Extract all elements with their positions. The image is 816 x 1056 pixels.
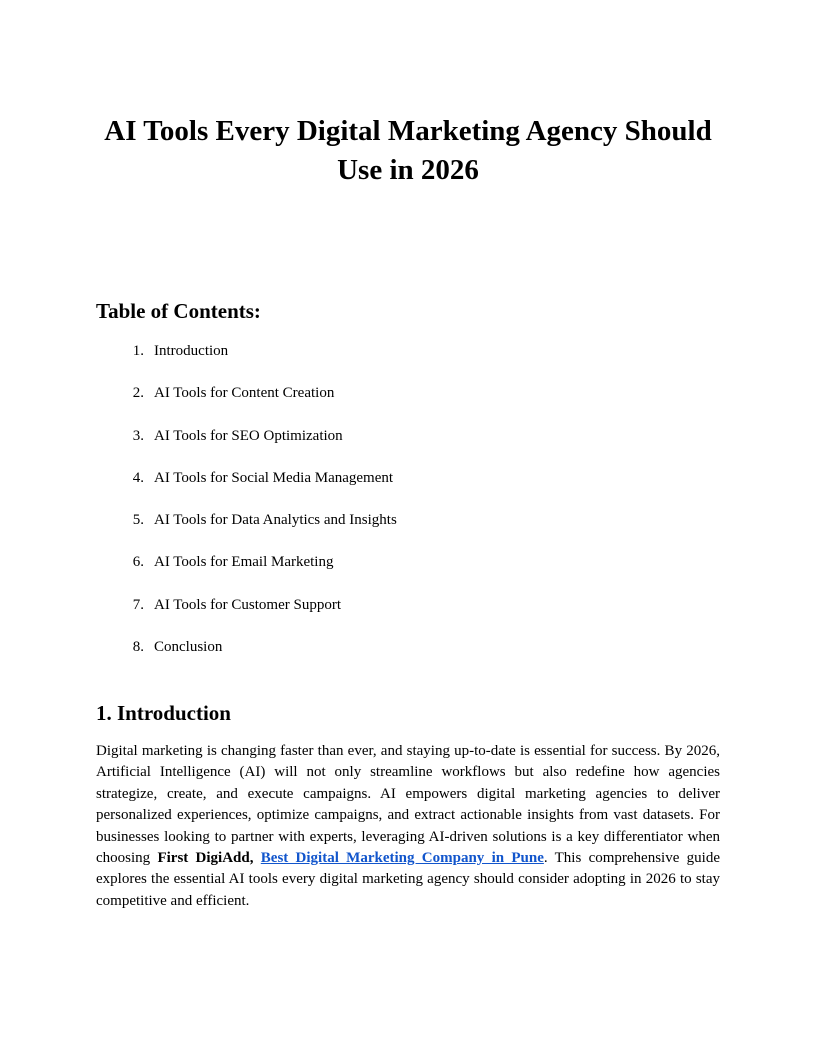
toc-item-content-creation	[96, 382, 397, 424]
toc-item-number: 3.	[132, 427, 144, 444]
toc-item-number: 8.	[132, 639, 144, 656]
toc-item-label: AI Tools for Customer Support	[154, 596, 342, 613]
toc-item-number: 1.	[132, 343, 144, 359]
toc-item-label: AI Tools for Data Analytics and Insights	[154, 512, 397, 529]
toc-item-email-marketing	[96, 551, 397, 593]
toc-item-label: AI Tools for SEO Optimization	[154, 427, 343, 444]
document-page	[96, 0, 720, 1056]
toc-heading: Table of Contents:	[96, 299, 261, 323]
toc-list	[96, 340, 397, 678]
toc-item-introduction	[96, 340, 397, 382]
toc-item-number: 5.	[132, 512, 144, 529]
toc-item-data-analytics	[96, 509, 397, 551]
toc-item-label: AI Tools for Content Creation	[154, 385, 335, 402]
toc-item-label: AI Tools for Social Media Management	[154, 469, 394, 486]
toc-item-number: 7.	[132, 596, 144, 613]
paragraph-text-end: . This comprehensive guide explores the essential AI tools every digital marketing agency should consider adopting in 2026 to stay competitive and efficient.	[96, 850, 720, 909]
toc-item-label: Introduction	[154, 343, 229, 359]
toc-item-number: 4.	[132, 469, 144, 486]
toc-item-social-media	[96, 467, 397, 509]
introduction-paragraph	[96, 741, 720, 912]
company-name: First DigiAdd,	[157, 850, 254, 867]
company-link[interactable]: Best Digital Marketing Company in Pune	[260, 850, 544, 867]
toc-item-label: Conclusion	[154, 639, 223, 656]
paragraph-text-start: Digital marketing is changing faster than ever, and staying up-to-date is essential for success. By 2026, Artificial Intelligence (AI) will not only streamline workflows but also redefine how agencies strategize, create, and execute campaigns. AI empowers digital marketing agencies to deliver personalized experiences, optimize campaigns, and extract actionable insights from vast datasets. For businesses looking to partner with experts, leveraging AI-driven solutions is a key differentiator when choosing	[96, 743, 720, 867]
toc-item-customer-support	[96, 594, 397, 636]
toc-item-seo-optimization	[96, 425, 397, 467]
document-title: AI Tools Every Digital Marketing Agency Should Use in 2026	[104, 115, 712, 186]
toc-item-conclusion	[96, 636, 397, 678]
introduction-heading: 1. Introduction	[96, 701, 231, 725]
toc-item-number: 2.	[132, 385, 144, 402]
toc-item-number: 6.	[132, 554, 144, 571]
toc-item-label: AI Tools for Email Marketing	[154, 554, 334, 571]
